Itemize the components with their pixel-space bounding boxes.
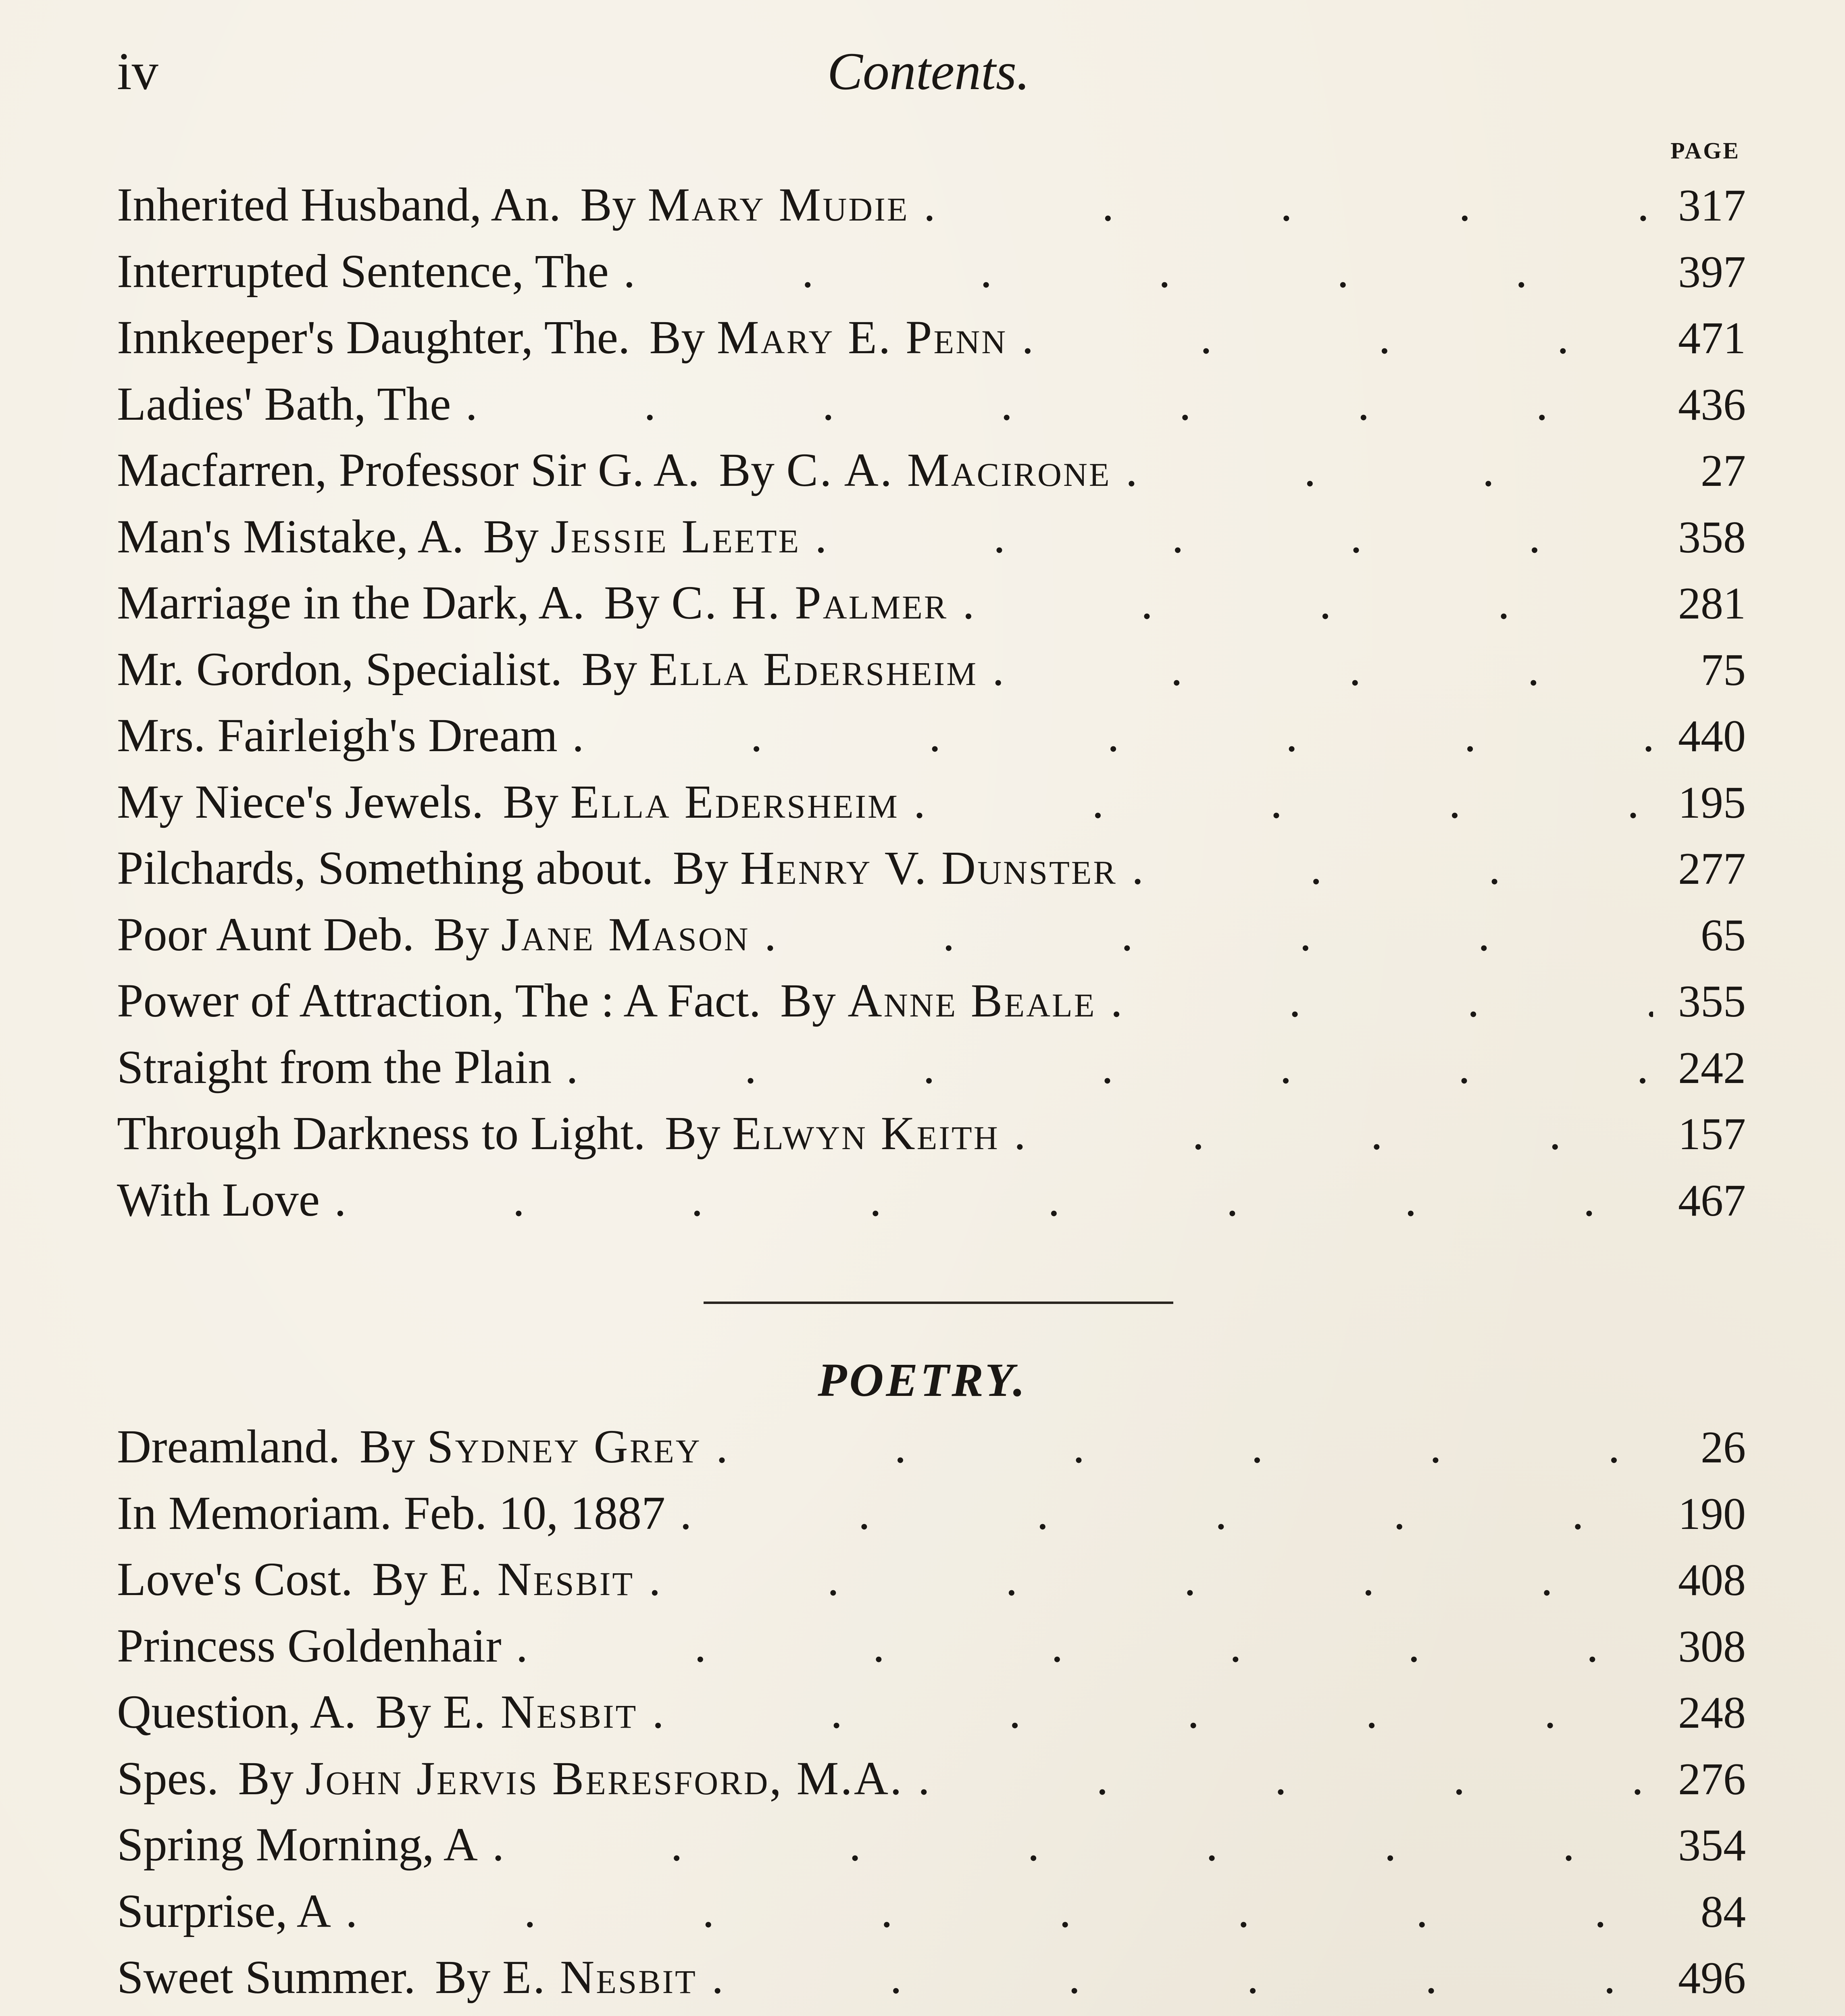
toc-entry [117,1486,1746,1552]
entry-title: Innkeeper's Daughter, The. [117,311,630,364]
entry-author: Mary E. Penn [716,311,1008,364]
by-word: By [375,1685,443,1738]
leader-dots [702,1419,1653,1474]
toc-entry [117,1751,1746,1818]
entry-title: Through Darkness to Light. [117,1107,646,1160]
toc-entry [117,310,1746,377]
toc-entry [117,642,1746,708]
entry-page-number: 408 [1678,1555,1746,1605]
entry-page-number: 281 [1678,579,1746,629]
leader-dots [478,1817,1653,1872]
entry-byline [238,1751,903,1806]
by-word: By [435,1951,502,2004]
entry-byline [719,443,1111,498]
leader-dots [320,1173,1653,1227]
by-word: By [503,775,571,828]
entry-page-number: 84 [1701,1887,1746,1937]
entry-page-number: 308 [1678,1621,1746,1672]
toc-entry [117,575,1746,642]
leader-dots [451,377,1653,431]
toc-entry [117,509,1746,576]
toc-entry [117,1419,1746,1486]
entry-page-number: 496 [1678,1953,1746,2003]
toc-entry [117,708,1746,775]
entry-author: C. H. Palmer [671,576,948,629]
entry-page-number: 276 [1678,1754,1746,1804]
entry-title: Marriage in the Dark, A. [117,576,585,629]
toc-entry [117,1173,1746,1239]
entry-page-number: 195 [1678,777,1746,828]
entry-page-number: 355 [1678,977,1746,1027]
entry-byline [665,1106,1000,1161]
section-divider [704,1302,1173,1304]
entry-page-number: 354 [1678,1820,1746,1870]
stories-list [117,177,1746,1239]
toc-entry [117,841,1746,907]
entry-author: E. Nesbit [502,1951,697,2004]
entry-page-number: 26 [1701,1422,1746,1472]
leader-dots [697,1950,1653,2005]
entry-page-number: 317 [1678,181,1746,231]
toc-entry [117,1040,1746,1106]
entry-title: Dreamland. [117,1420,340,1473]
entry-page-number: 397 [1678,247,1746,297]
entry-page-number: 190 [1678,1489,1746,1539]
entry-author: Ella Edersheim [649,642,978,696]
leader-dots [904,1751,1653,1806]
entry-byline [780,973,1096,1028]
entry-author: Mary Mudie [648,178,909,231]
toc-entry [117,1618,1746,1685]
by-word: By [372,1553,440,1606]
entry-title: Ladies' Bath, The [117,377,451,430]
entry-author: John Jervis Beresford, M.A. [305,1752,904,1805]
entry-page-number: 27 [1701,446,1746,496]
toc-entry [117,244,1746,310]
entry-page-number: 436 [1678,379,1746,430]
poetry-list [117,1419,1746,2016]
toc-entry [117,177,1746,244]
entry-page-number: 157 [1678,1109,1746,1159]
toc-entry [117,1552,1746,1618]
entry-byline [580,177,909,232]
toc-entry [117,775,1746,841]
entry-title: Inherited Husband, An. [117,178,561,231]
running-title: Contents. [827,42,1030,101]
entry-title: Interrupted Sentence, The [117,244,609,298]
entry-title: Mrs. Fairleigh's Dream [117,709,558,762]
toc-entry [117,443,1746,509]
page-column-label: PAGE [1670,137,1740,164]
page-header [117,40,1740,113]
by-word: By [580,178,648,231]
entry-author: Henry V. Dunster [740,841,1117,894]
entry-byline [434,907,750,962]
leader-dots [948,575,1653,630]
leader-dots [637,1685,1653,1739]
entry-title: Sweet Summer. [117,1951,416,2004]
entry-title: Spring Morning, A [117,1818,478,1871]
entry-byline [360,1419,702,1474]
entry-title: Poor Aunt Deb. [117,908,414,961]
toc-entry [117,377,1746,443]
leader-dots [909,177,1653,232]
entry-page-number: 248 [1678,1688,1746,1738]
toc-entry [117,1817,1746,1884]
toc-entry [117,1950,1746,2016]
leader-dots [800,509,1653,564]
entry-byline [435,1950,697,2005]
entry-title: Question, A. [117,1685,356,1738]
entry-author: Anne Beale [848,974,1096,1027]
by-word: By [664,1107,733,1160]
toc-entry [117,1884,1746,1950]
leader-dots [899,775,1653,829]
leader-dots [1007,310,1653,365]
entry-title: With Love [117,1173,320,1226]
entry-title: Spes. [117,1752,219,1805]
leader-dots [665,1486,1653,1541]
entry-title: Straight from the Plain [117,1040,552,1093]
entry-page-number: 440 [1678,711,1746,761]
entry-page-number: 242 [1678,1043,1746,1093]
entry-page-number: 358 [1678,512,1746,562]
entry-page-number: 65 [1701,910,1746,960]
leader-dots [978,642,1653,697]
entry-author: Sydney Grey [427,1420,702,1473]
leader-dots [552,1040,1653,1095]
entry-page-number: 467 [1678,1175,1746,1226]
by-word: By [238,1752,306,1805]
by-word: By [673,841,740,894]
entry-byline [650,310,1008,365]
entry-page-number: 75 [1701,645,1746,695]
leader-dots [634,1552,1653,1607]
entry-title: Surprise, A [117,1884,331,1937]
leader-dots [331,1884,1653,1939]
entry-author: Ella Edersheim [570,775,899,828]
by-word: By [780,974,848,1027]
entry-title: Man's Mistake, A. [117,510,464,563]
entry-title: My Niece's Jewels. [117,775,484,828]
entry-byline [375,1685,637,1739]
entry-author: Jessie Leete [550,510,801,563]
entry-byline [483,509,800,564]
entry-author: C. A. Macirone [786,444,1111,496]
by-word: By [483,510,551,563]
toc-entry [117,1106,1746,1173]
entry-title: Macfarren, Professor Sir G. A. [117,444,700,496]
entry-page-number: 277 [1678,844,1746,894]
toc-entry [117,907,1746,974]
leader-dots [1111,443,1653,498]
entry-title: Princess Goldenhair [117,1619,502,1672]
by-word: By [359,1420,427,1473]
entry-byline [673,841,1117,896]
entry-author: Jane Mason [501,908,750,961]
leader-dots [502,1618,1653,1673]
leader-dots [750,907,1653,962]
entry-title: Mr. Gordon, Specialist. [117,642,562,696]
entry-byline [372,1552,634,1607]
toc-entry [117,973,1746,1040]
by-word: By [604,576,672,629]
leader-dots [1000,1106,1653,1161]
entry-byline [604,575,948,630]
by-word: By [581,642,649,696]
page-number: iv [117,42,158,101]
entry-title: In Memoriam. Feb. 10, 1887 [117,1486,666,1539]
entry-title: Love's Cost. [117,1553,353,1606]
leader-dots [558,708,1653,763]
by-word: By [719,444,787,496]
leader-dots [1096,973,1653,1028]
entry-author: E. Nesbit [439,1553,635,1606]
leader-dots [1117,841,1653,896]
by-word: By [433,908,501,961]
entry-author: Elwyn Keith [732,1107,1000,1160]
entry-page-number: 471 [1678,313,1746,363]
entry-byline [582,642,978,697]
toc-entry [117,1685,1746,1751]
poetry-heading: POETRY. [818,1354,1027,1406]
leader-dots [609,244,1653,299]
entry-author: E. Nesbit [443,1685,638,1738]
entry-byline [503,775,899,829]
by-word: By [649,311,717,364]
entry-title: Power of Attraction, The : A Fact. [117,974,761,1027]
entry-title: Pilchards, Something about. [117,841,654,894]
